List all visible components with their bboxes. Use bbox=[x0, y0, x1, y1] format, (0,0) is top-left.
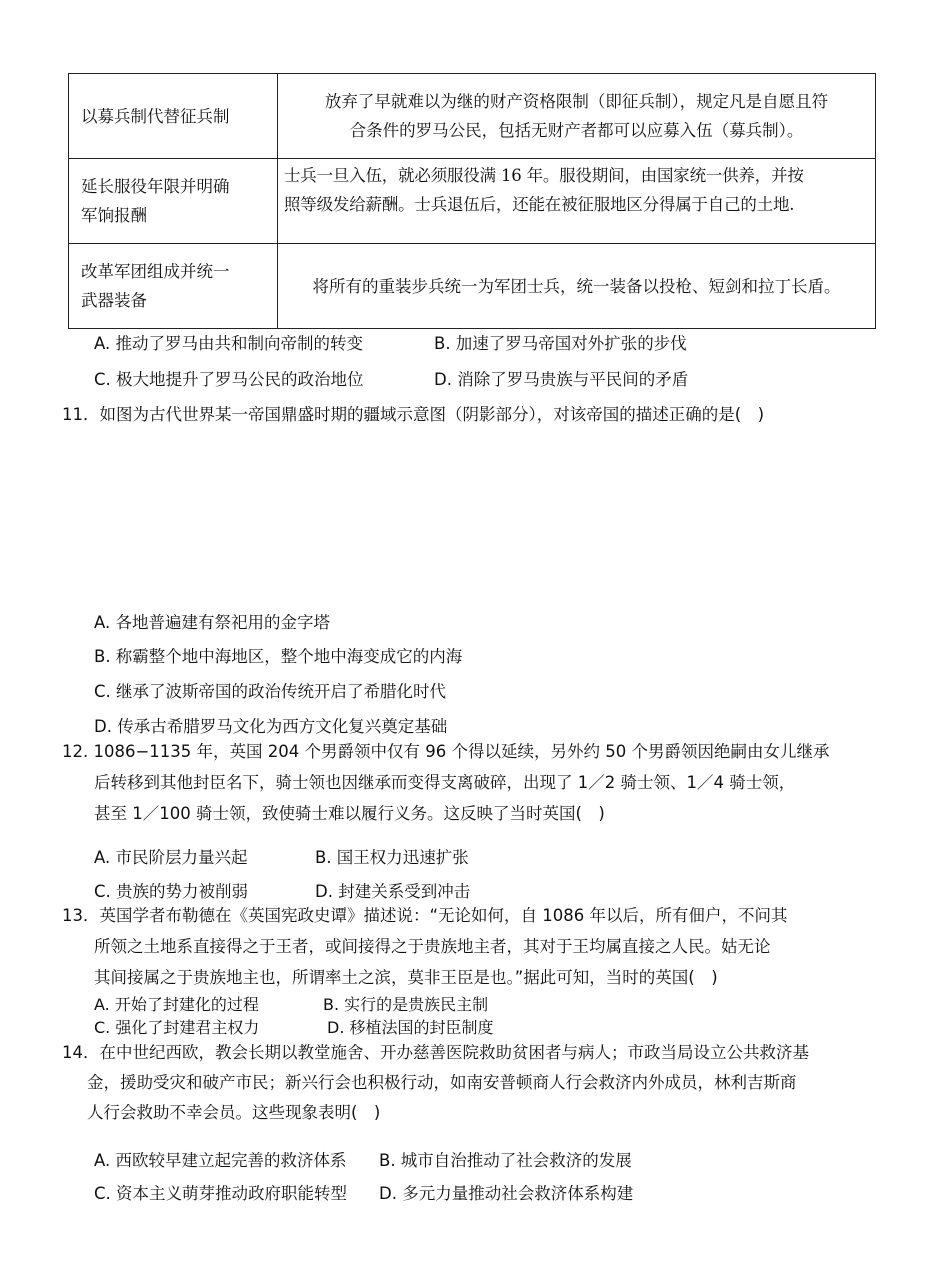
q11-option-d: D. 传承古希腊罗马文化为西方文化复兴奠定基础 bbox=[94, 717, 448, 736]
q12-option-d: D. 封建关系受到冲击 bbox=[315, 882, 471, 901]
reform-title: 延长服役年限并明确 bbox=[81, 177, 230, 196]
q10-option-a: A. 推动了罗马由共和制向帝制的转变 bbox=[94, 334, 363, 353]
table-row bbox=[69, 159, 876, 244]
table-cell-detail bbox=[278, 74, 876, 159]
detail-text: 士兵一旦入伍，就必须服役满 16 年。服役期间，由国家统一供养，并按 bbox=[284, 166, 804, 185]
q13-option-c: C. 强化了封建君主权力 bbox=[94, 1018, 260, 1037]
q11-option-b: B. 称霸整个地中海地区，整个地中海变成它的内海 bbox=[94, 647, 463, 666]
q13-option-b: B. 实行的是贵族民主制 bbox=[323, 995, 489, 1014]
reform-title: 改革军团组成并统一 bbox=[81, 262, 230, 281]
detail-text: 放弃了早就难以为继的财产资格限制（即征兵制），规定凡是自愿且符 bbox=[324, 92, 829, 111]
q14-stem-line: 人行会救助不幸会员。这些现象表明( ) bbox=[87, 1103, 381, 1122]
q11-stem: 11．如图为古代世界某一帝国鼎盛时期的疆域示意图（阴影部分），对该帝国的描述正确的是( ) bbox=[62, 405, 765, 424]
detail-text: 将所有的重装步兵统一为军团士兵，统一装备以投枪、短剑和拉丁长盾。 bbox=[312, 276, 841, 296]
table-cell-detail bbox=[278, 244, 876, 329]
q12-option-b: B. 国王权力迅速扩张 bbox=[315, 848, 469, 867]
q13-stem-line: 13．英国学者布勒德在《英国宪政史谭》描述说：“无论如何，自 1086 年以后，所有佃户，不问其 bbox=[62, 906, 788, 925]
q13-option-d: D. 移植法国的封臣制度 bbox=[327, 1018, 494, 1037]
table-cell-reform bbox=[69, 74, 278, 159]
table-row bbox=[69, 74, 876, 159]
q12-stem-line: 甚至 1／100 骑士领，致使骑士难以履行义务。这反映了当时英国( ) bbox=[94, 804, 605, 823]
q14-stem-line: 金，援助受灾和破产市民；新兴行会也积极行动，如南安普顿商人行会救济内外成员，林利吉斯商 bbox=[87, 1073, 797, 1092]
q12-option-c: C. 贵族的势力被削弱 bbox=[94, 882, 249, 901]
reform-title: 武器装备 bbox=[81, 291, 147, 310]
q12-stem-line: 12. 1086−1135 年，英国 204 个男爵领中仅有 96 个得以延续，另外约 50 个男爵领因绝嗣由女儿继承 bbox=[62, 742, 830, 761]
q12-stem-line: 后转移到其他封臣名下，骑士领也因继承而变得支离破碎，出现了 1／2 骑士领、1／4 骑士领， bbox=[94, 773, 796, 792]
table-cell-reform bbox=[69, 159, 278, 244]
detail-text: 合条件的罗马公民，包括无财产者都可以应募入伍（募兵制）。 bbox=[349, 121, 804, 140]
q11-option-c: C. 继承了波斯帝国的政治传统开启了希腊化时代 bbox=[94, 682, 447, 701]
reform-table bbox=[68, 73, 876, 329]
q14-option-d: D. 多元力量推动社会救济体系构建 bbox=[379, 1184, 634, 1203]
q13-stem-line: 所领之土地系直接得之于王者，或间接得之于贵族地主者，其对于王均属直接之人民。姑无论 bbox=[94, 937, 771, 956]
q11-option-a: A. 各地普遍建有祭祀用的金字塔 bbox=[94, 613, 330, 632]
q12-option-a: A. 市民阶层力量兴起 bbox=[94, 848, 248, 867]
q14-option-b: B. 城市自治推动了社会救济的发展 bbox=[379, 1151, 632, 1170]
table-cell-reform bbox=[69, 244, 278, 329]
q14-option-c: C. 资本主义萌芽推动政府职能转型 bbox=[94, 1184, 348, 1203]
q13-option-a: A. 开始了封建化的过程 bbox=[94, 995, 259, 1014]
table-row bbox=[69, 244, 876, 329]
q10-option-d: D. 消除了罗马贵族与平民间的矛盾 bbox=[434, 370, 689, 389]
q14-option-a: A. 西欧较早建立起完善的救济体系 bbox=[94, 1151, 347, 1170]
detail-text: 照等级发给薪酬。士兵退伍后，还能在被征服地区分得属于自己的土地. bbox=[284, 195, 795, 214]
table-cell-detail bbox=[278, 159, 876, 244]
reform-title: 以募兵制代替征兵制 bbox=[81, 106, 230, 126]
q10-option-c: C. 极大地提升了罗马公民的政治地位 bbox=[94, 370, 364, 389]
q14-stem-line: 14．在中世纪西欧，教会长期以教堂施舍、开办慈善医院救助贫困者与病人；市政当局设立公共救济基 bbox=[62, 1043, 809, 1062]
q13-stem-line: 其间接属之于贵族地主也，所谓率土之滨，莫非王臣是也。”据此可知，当时的英国( ) bbox=[94, 968, 718, 987]
q10-option-b: B. 加速了罗马帝国对外扩张的步伐 bbox=[434, 334, 687, 353]
reform-title: 军饷报酬 bbox=[81, 206, 147, 225]
